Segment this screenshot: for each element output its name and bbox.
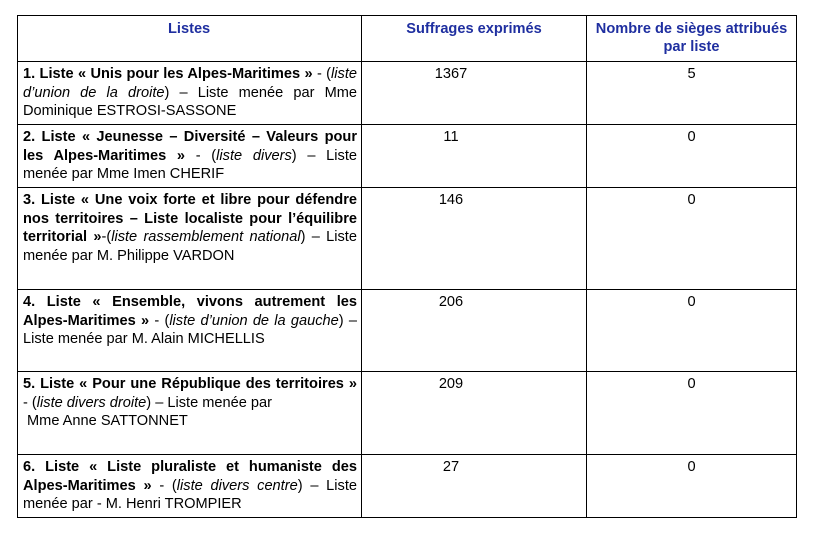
sieges-value: 0 bbox=[587, 372, 797, 455]
list-type: liste divers bbox=[216, 147, 292, 164]
header-sieges: Nombre de sièges attribués par liste bbox=[587, 16, 797, 62]
list-leader: Liste menée par Mme Imen CHERIF bbox=[23, 147, 357, 183]
separator: ) – bbox=[297, 477, 327, 494]
table-row bbox=[18, 290, 797, 372]
list-leader: Liste menée par M. Philippe VARDON bbox=[23, 229, 357, 264]
suffrages-value: 11 bbox=[362, 125, 587, 188]
separator: ) – bbox=[146, 394, 168, 411]
list-description bbox=[18, 372, 362, 455]
list-type: liste divers centre bbox=[176, 477, 298, 494]
sieges-value: 5 bbox=[587, 62, 797, 125]
list-leader-name: Mme Anne SATTONNET bbox=[27, 413, 188, 430]
header-suffrages: Suffrages exprimés bbox=[362, 16, 587, 62]
separator: ) – bbox=[300, 229, 327, 246]
list-leader: Liste menée par Mme Dominique ESTROSI-SASSONE bbox=[23, 84, 358, 120]
header-row bbox=[18, 16, 797, 62]
list-description bbox=[18, 62, 362, 125]
table-row bbox=[18, 62, 797, 125]
list-type: liste divers droite bbox=[36, 394, 147, 411]
sieges-value: 0 bbox=[587, 455, 797, 518]
sieges-value: 0 bbox=[587, 290, 797, 372]
list-type: liste rassemblement national bbox=[111, 229, 301, 246]
sieges-value: 0 bbox=[587, 188, 797, 290]
table-row bbox=[18, 455, 797, 518]
separator: - ( bbox=[185, 147, 217, 164]
separator: ) – bbox=[338, 312, 357, 329]
list-type: liste d’union de la gauche bbox=[169, 312, 339, 329]
suffrages-value: 146 bbox=[362, 188, 587, 290]
suffrages-value: 1367 bbox=[362, 62, 587, 125]
list-title: 1. Liste « Unis pour les Alpes-Maritimes » bbox=[23, 66, 313, 82]
list-description bbox=[18, 455, 362, 518]
list-description bbox=[18, 290, 362, 372]
list-title: 4. Liste « Ensemble, vivons autrement les Alpes-Maritimes » bbox=[23, 294, 357, 329]
suffrages-value: 206 bbox=[362, 290, 587, 372]
results-table bbox=[17, 15, 797, 518]
separator: - ( bbox=[149, 312, 170, 329]
table-row bbox=[18, 188, 797, 290]
separator: ) – bbox=[164, 84, 198, 101]
separator: - ( bbox=[151, 477, 177, 494]
list-description bbox=[18, 188, 362, 290]
list-leader: Liste menée par bbox=[167, 394, 273, 411]
suffrages-value: 27 bbox=[362, 455, 587, 518]
separator: -( bbox=[101, 229, 112, 246]
table-row bbox=[18, 372, 797, 455]
separator: ) – bbox=[291, 147, 327, 164]
separator: - ( bbox=[312, 66, 332, 82]
list-description bbox=[18, 125, 362, 188]
separator: - ( bbox=[23, 394, 37, 411]
list-title: 2. Liste « Jeunesse – Diversité – Valeurs pour les Alpes-Maritimes » bbox=[23, 129, 357, 164]
list-leader: Liste menée par - M. Henri TROMPIER bbox=[23, 477, 357, 513]
list-title: 3. Liste « Une voix forte et libre pour défendre nos territoires – Liste localiste pour l’équilibre territorial » bbox=[23, 192, 357, 246]
list-type: liste d’union de la droite bbox=[23, 66, 357, 101]
suffrages-value: 209 bbox=[362, 372, 587, 455]
list-title: 6. Liste « Liste pluraliste et humaniste des Alpes-Maritimes » bbox=[23, 459, 357, 494]
sieges-value: 0 bbox=[587, 125, 797, 188]
table-row bbox=[18, 125, 797, 188]
header-listes: Listes bbox=[18, 16, 362, 62]
list-title: 5. Liste « Pour une République des territoires » bbox=[23, 376, 357, 392]
list-leader: Liste menée par M. Alain MICHELLIS bbox=[23, 331, 265, 348]
